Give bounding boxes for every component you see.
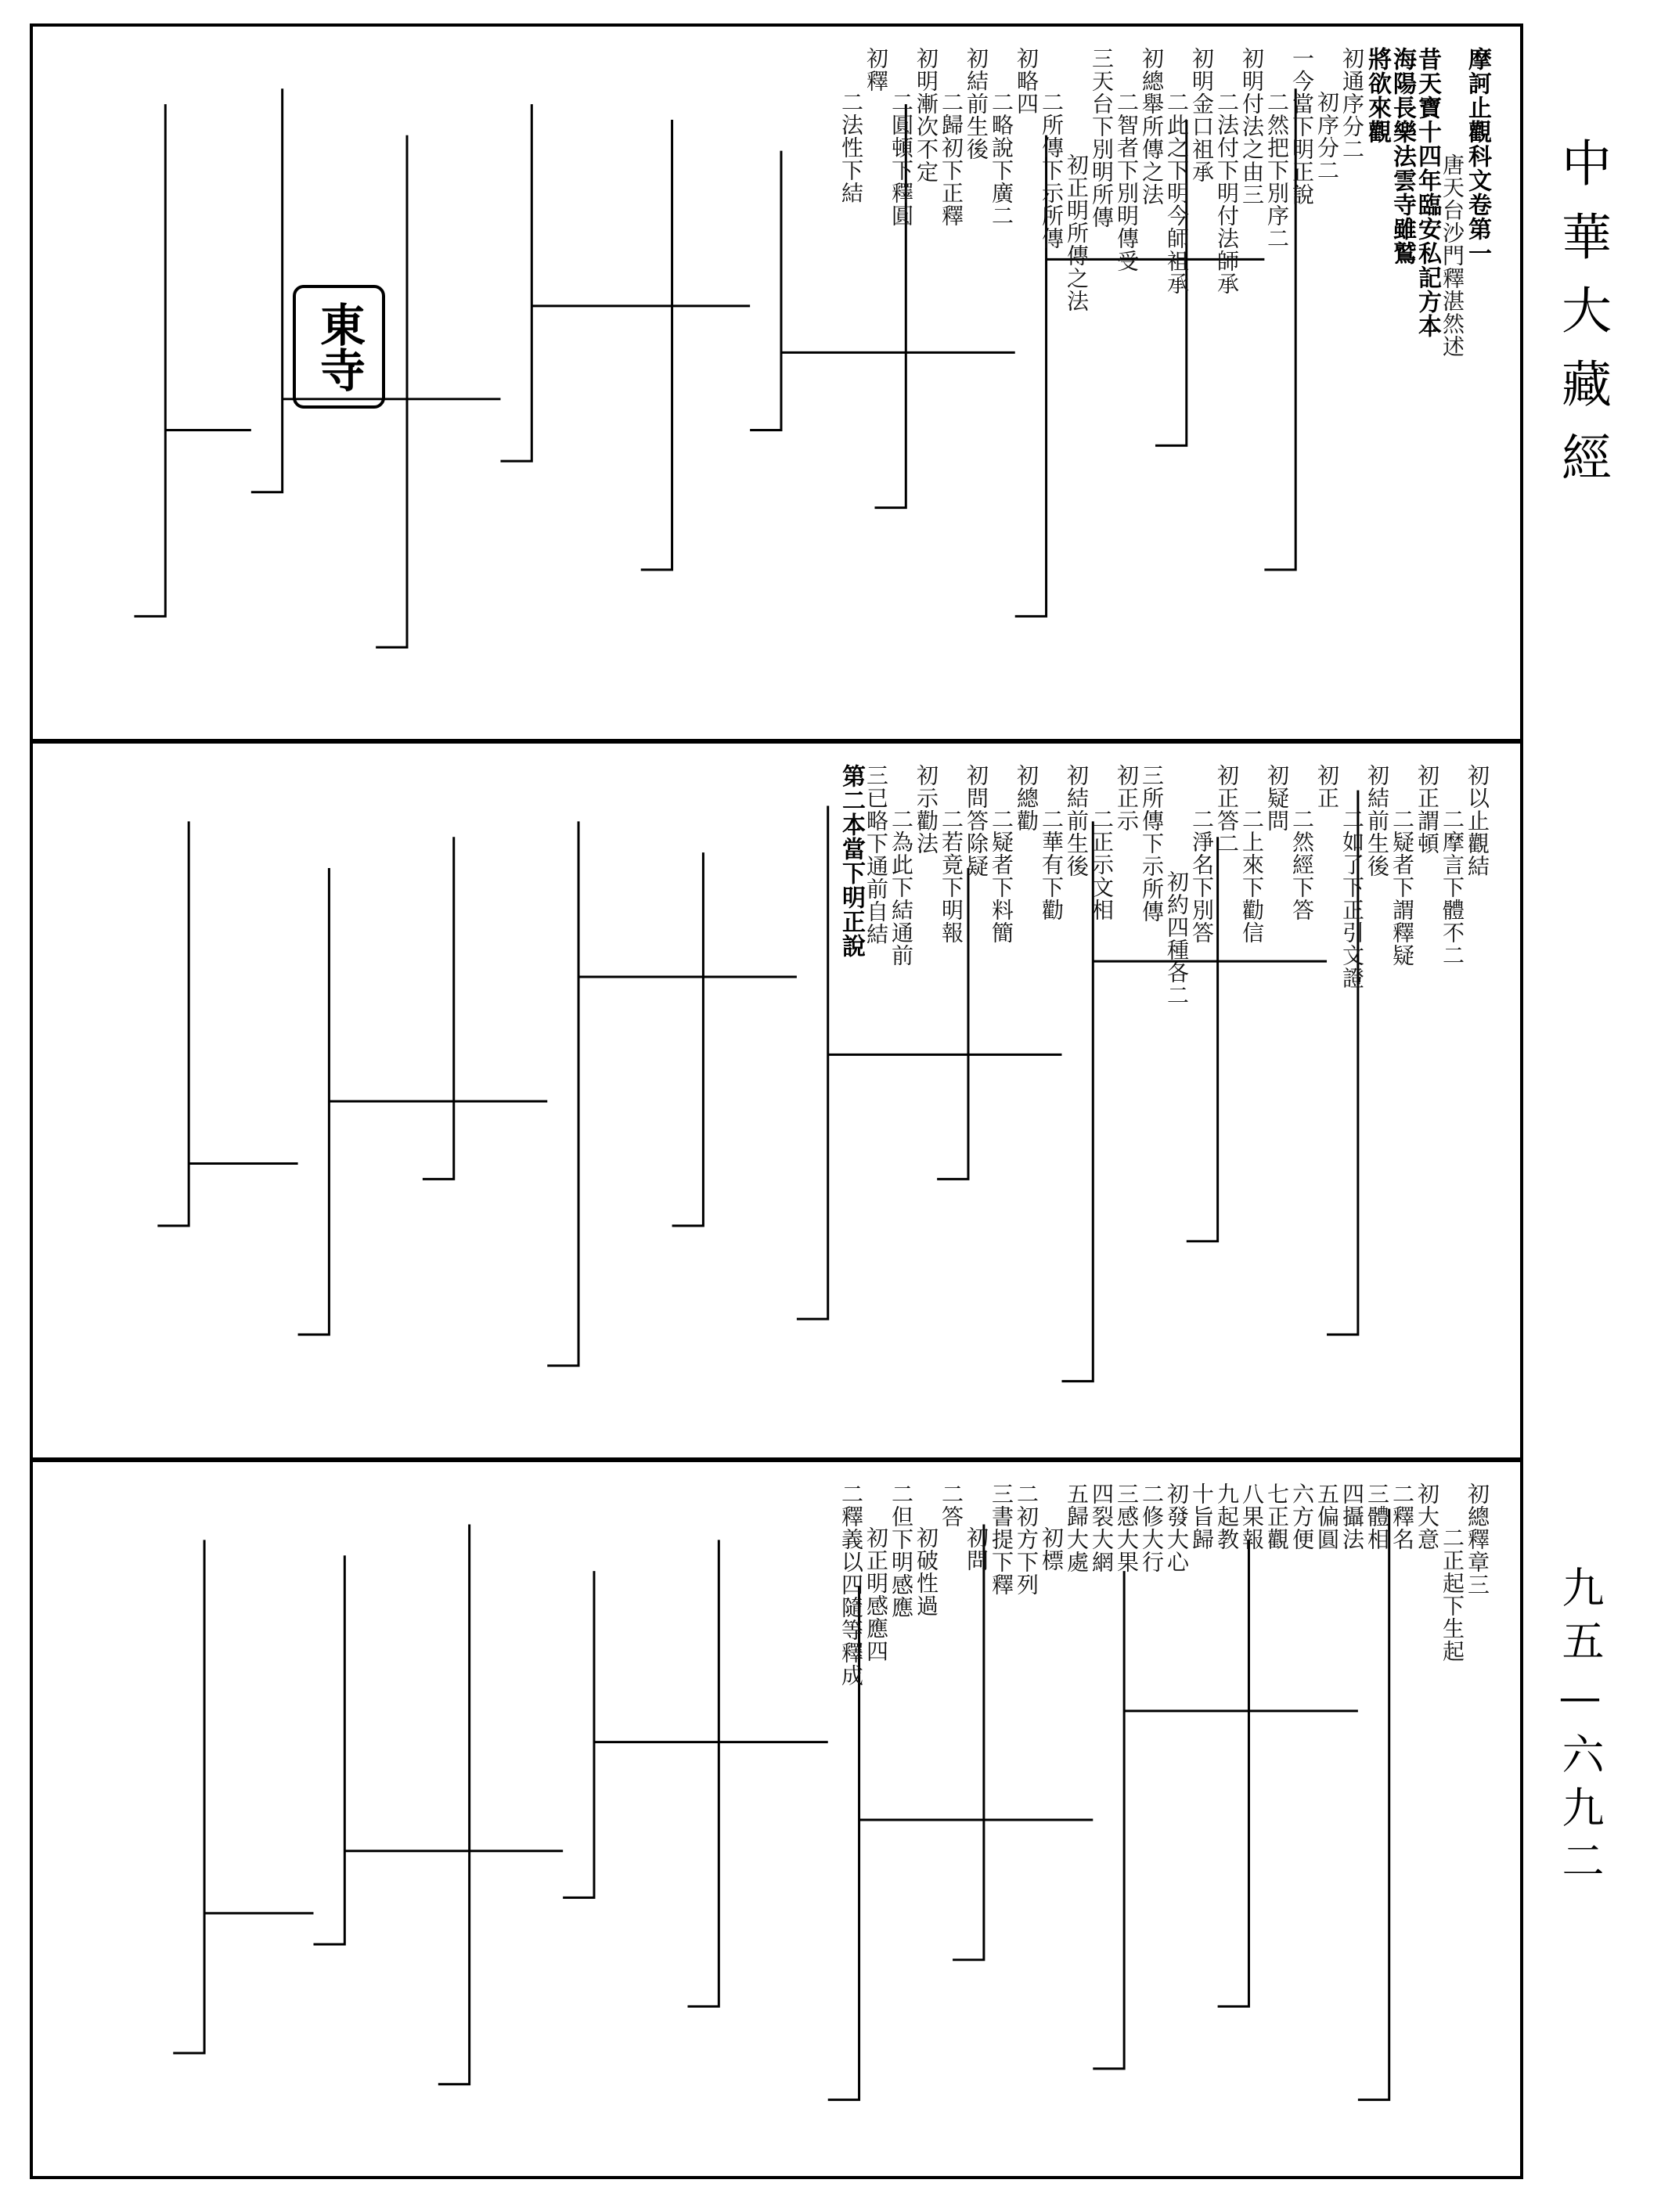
text-column: 二此之下明今師祖承 bbox=[1164, 91, 1190, 295]
text-column: 二歸初下正釋 bbox=[939, 91, 964, 227]
text-column: 二淨名下別答 bbox=[1189, 808, 1215, 944]
text-column: 三已略下通前自結 bbox=[863, 764, 889, 946]
text-column: 二但下明感應 bbox=[888, 1482, 914, 1619]
text-column: 初正 bbox=[1314, 764, 1340, 809]
text-column: 二智者下別明傳受 bbox=[1114, 91, 1140, 272]
collection-title: 中華大藏經 bbox=[1553, 137, 1611, 505]
text-column: 初正謂頓 bbox=[1414, 764, 1440, 855]
text-column: 二疑者下謂釋疑 bbox=[1389, 808, 1415, 967]
text-column: 二上來下勸信 bbox=[1239, 808, 1265, 944]
text-column: 六方便 bbox=[1289, 1482, 1315, 1551]
text-column: 初正示 bbox=[1114, 764, 1140, 832]
text-column: 五歸大處 bbox=[1064, 1482, 1090, 1573]
text-column: 二略說下廣二 bbox=[989, 91, 1014, 227]
text-column: 將欲來觀 bbox=[1364, 47, 1391, 144]
text-columns-3 bbox=[64, 1479, 1489, 2159]
text-column: 二圓頓下釋圓 bbox=[888, 91, 914, 227]
text-column: 初示勸法 bbox=[913, 764, 939, 855]
text-column: 初通序分二 bbox=[1339, 47, 1365, 160]
text-column: 九起教 bbox=[1214, 1482, 1240, 1551]
text-column: 四裂大網 bbox=[1089, 1482, 1115, 1573]
text-column: 初序分二 bbox=[1314, 91, 1340, 182]
text-column: 二為此下結通前 bbox=[888, 808, 914, 967]
text-column: 唐天台沙門釋湛然述 bbox=[1439, 153, 1465, 358]
text-column: 初總勸 bbox=[1014, 764, 1039, 832]
text-column: 三書提下釋 bbox=[989, 1482, 1014, 1596]
text-column: 初結前生後 bbox=[1364, 764, 1390, 877]
text-column: 初標 bbox=[1039, 1526, 1065, 1572]
text-column: 二然經下答 bbox=[1289, 808, 1315, 921]
text-column: 五偏圓 bbox=[1314, 1482, 1340, 1551]
text-column: 二然把下別序二 bbox=[1264, 91, 1290, 250]
text-column: 七正觀 bbox=[1264, 1482, 1290, 1551]
text-column: 二法性下結 bbox=[838, 91, 864, 204]
page-number: 九五—六九二 bbox=[1555, 1565, 1605, 1892]
text-column: 初正明所傳之法 bbox=[1064, 153, 1090, 312]
text-column: 二初方下列 bbox=[1014, 1482, 1039, 1596]
text-column: 三感大果 bbox=[1114, 1482, 1140, 1573]
text-column: 二修大行 bbox=[1139, 1482, 1165, 1573]
text-column: 海陽長樂法雲寺雖鷲 bbox=[1389, 47, 1416, 265]
text-column: 初問 bbox=[964, 1526, 989, 1572]
text-column: 三體相 bbox=[1364, 1482, 1390, 1551]
text-column: 初結前生後 bbox=[1064, 764, 1090, 877]
text-column: 二釋名 bbox=[1389, 1482, 1415, 1551]
text-column: 初約四種各二 bbox=[1164, 870, 1190, 1007]
text-column: 二摩言下體不二 bbox=[1439, 808, 1465, 967]
text-column: 初正明感應四 bbox=[863, 1526, 889, 1663]
text-column: 初發大心 bbox=[1164, 1482, 1190, 1573]
text-column: 一今當下明正說 bbox=[1289, 47, 1315, 206]
text-column: 二疑者下料簡 bbox=[989, 808, 1014, 944]
scroll-panel-2 bbox=[30, 742, 1523, 1461]
text-column: 二如了下正引文證 bbox=[1339, 808, 1365, 989]
text-column: 二若竟下明報 bbox=[939, 808, 964, 944]
text-column: 摩訶止觀科文卷第一 bbox=[1464, 47, 1491, 265]
text-column: 二正起下生起 bbox=[1439, 1526, 1465, 1663]
text-columns-2 bbox=[64, 761, 1489, 1440]
text-column: 二釋義以四隨等釋成 bbox=[838, 1482, 864, 1687]
text-column: 二法付下明付法師承 bbox=[1214, 91, 1240, 295]
text-column: 初略四 bbox=[1014, 47, 1039, 115]
text-column: 初明付法之由三 bbox=[1239, 47, 1265, 206]
text-column: 初大意 bbox=[1414, 1482, 1440, 1551]
text-column: 第二本當下明正說 bbox=[838, 764, 865, 958]
text-column: 初以止觀結 bbox=[1465, 764, 1490, 877]
text-column: 初問答除疑 bbox=[964, 764, 989, 877]
text-column: 十旨歸 bbox=[1189, 1482, 1215, 1551]
text-column: 二正示文相 bbox=[1089, 808, 1115, 921]
text-column: 初總釋章三 bbox=[1465, 1482, 1490, 1596]
text-column: 初釋 bbox=[863, 47, 889, 92]
temple-seal: 東寺 bbox=[293, 285, 385, 409]
text-column: 昔天寶十四年臨安私記方本 bbox=[1414, 47, 1441, 338]
text-column: 初明漸次不定 bbox=[913, 47, 939, 183]
text-column: 初總舉所傳之法 bbox=[1139, 47, 1165, 206]
text-column: 初正答二 bbox=[1214, 764, 1240, 855]
text-column: 初結前生後 bbox=[964, 47, 989, 160]
text-column: 二華有下勸 bbox=[1039, 808, 1065, 921]
scroll-panel-1 bbox=[30, 23, 1523, 742]
text-columns-1 bbox=[64, 44, 1489, 722]
text-column: 八果報 bbox=[1239, 1482, 1265, 1551]
scroll-panel-3 bbox=[30, 1461, 1523, 2179]
text-column: 二所傳下示所傳 bbox=[1039, 91, 1065, 250]
text-column: 二答 bbox=[939, 1482, 964, 1528]
text-column: 初明金口祖承 bbox=[1189, 47, 1215, 183]
text-column: 初疑問 bbox=[1264, 764, 1290, 832]
text-column: 四攝法 bbox=[1339, 1482, 1365, 1551]
text-column: 三天台下別明所傳 bbox=[1089, 47, 1115, 229]
text-column: 初破性過 bbox=[913, 1526, 939, 1617]
text-column: 三所傳下示所傳 bbox=[1139, 764, 1165, 923]
